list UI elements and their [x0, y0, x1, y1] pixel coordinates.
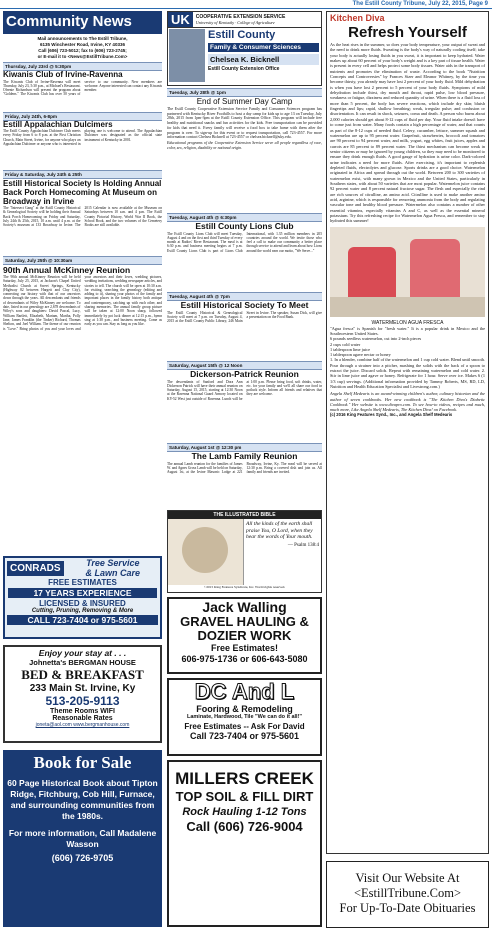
event-date: Saturday, August 15th @ 12 Noon [167, 361, 322, 370]
bible-illustration [168, 519, 244, 585]
event-date: Thursday, July 23rd @ 5:30pm [3, 62, 162, 71]
mail-instructions [3, 34, 162, 62]
dcl-line2: Laminate, Hardwood, Tile "We can do it all!" [186, 714, 303, 720]
event-title: Estill Appalachian Dulcimers [3, 119, 113, 129]
conrads-line5: LICENSED & INSURED [39, 599, 126, 608]
event-date: Saturday, July 25th @ 10:30am [3, 256, 162, 265]
event-title: Kiwanis Club of Irvine-Ravenna [3, 70, 123, 79]
event-body: The Estill County Appalachian Dulcimer Club meets every Friday from 6 to 8 p.m. at the First Christian Church, Main Street, Irvine, for anyone who plays an Appalachian Dulcimer or anyone who is interested in playing one is welcome to attend. The Appalachian Dulcimer was designated as the official state instrument of Kentucky in 2001. [3, 129, 162, 146]
event-date: Friday, July 24th, 6-8pm [3, 112, 162, 121]
recipe-intro: "Agua fresca" is Spanish for "fresh water." It is a popular drink in Mexico and the Southwestern United States. [330, 325, 485, 336]
kitchen-kicker: Kitchen Diva [330, 13, 385, 23]
dcl-title: DC And L [194, 679, 295, 704]
visit-website-link[interactable]: <EstillTribune.Com> [353, 886, 462, 900]
walling-line2: GRAVEL HAULING & [180, 614, 309, 629]
recipe-steps: 1. In a blender, combine half of the watermelon and 1 cup cold water. Blend until smooth. Pour through a strainer into a pitcher, mashing the solids with the back of a spoon to extract the juice. Discard solids. Repeat with remaining watermelon and cold water. 2. Stir in lime juice and agave or honey. Refrigerate for 1 hour. Serve over ice. Makes 6 (1 1/3 cup) servings. (Additional information provided by Tammy Roberts, MS, RD, LD, Nutrition and Health Education Specialist and Livestrong.com.) [330, 357, 485, 389]
event-title: Estill Historical Society Is Holding Annual Back Porch Homecoming At Museum on Broadway in Irvine [3, 179, 162, 206]
conrads-tree-service-ad [3, 556, 162, 639]
recipe-ingredients: 6 pounds seedless watermelon, cut into 2-inch pieces 2 cups cold water 1 tablespoon lime juice 1 tablespoon agave nectar or honey [330, 336, 422, 358]
bnb-title: BED & BREAKFAST [21, 667, 144, 682]
conrads-line3: FREE ESTIMATES [48, 578, 117, 587]
conrads-line1: Tree Service [86, 558, 140, 568]
summer-camp-section [167, 88, 322, 208]
event-date: Tuesday, August 4th @ 7pm [167, 292, 322, 301]
mail-line-4: or E-mail it to <News@EstillTribune.Com> [37, 54, 128, 59]
walling-gravel-ad [167, 597, 322, 674]
illustrated-bible-box [167, 510, 322, 593]
event-body: The "Intersect Gang" at the Estill County Historical & Genealogical Society will be holding their Annual Back Porch Homecoming on Friday and Saturday, July 24th & 25th, 2015, 10 a.m. until 4 p.m. at the Society's museum at 133 Broadway in Irvine. The 2015 Calendar is now available at the Museum on Saturdays between 10 a.m. and 4 p.m. The Estill County Pictorial History, World War II Book, the School Book, and the two volumes of the Cemetery Books are still available. [3, 206, 162, 228]
event-body: The Estill County Cooperative Extension Service Family and Consumer Sciences program has partnered with Kentucky River Foothills to host a day camp for kids up to age 13 on Tuesday, July 28th, 2015 from 1pm-3pm at the Estill County Extension Office. This program will include free healthy and nutritional snacks and fun activities for the kids. Free transportation can be provided for kids that need it. Every family will receive a food box to take home with them after the program is over. To sign-up for this event or to request transportation, call 723-4557. For more information contact Chelsea Bicknell at 723-4557 or chelsea.bicknell@uky.edu. [167, 107, 322, 140]
visit-line1: Visit Our Website At [355, 871, 460, 885]
agent-name: Chelsea K. Bicknell [208, 54, 319, 65]
kitchen-diva-section [326, 11, 489, 854]
book-body: 60 Page Historical Book about Tipton Ridge, Fitchburg, Cob Hill, Furnace, and surrounding communities from the 1980s. [7, 778, 158, 821]
community-news-section [3, 11, 162, 506]
lamb-reunion-section [167, 443, 322, 508]
visit-line3: For Up-To-Date Obituaries [339, 901, 476, 915]
bnb-phone: 513-205-9113 [45, 694, 120, 708]
book-info: For more information, Call Madalene Wasson [8, 828, 157, 849]
dc-and-l-flooring-ad [167, 678, 322, 756]
event-date: Saturday, August 1st @ 12:30 pm [167, 443, 322, 452]
community-news-title: Community News [3, 11, 162, 34]
millers-line2: TOP SOIL & FILL DIRT [175, 789, 314, 804]
kitchen-copyright: (c) 2016 King Features Synd., Inc., and Angela Shelf Medearis [330, 412, 453, 418]
conrads-line6: Cutting, Pruning, Removing & More [31, 608, 134, 614]
kitchen-body: As the heat rises in the summer, so does your body temperature, your output of sweat and the need to drink more fluids. Sweating is the body's way of naturally cooling itself; take your body is actually losing fluids in you sweat, it is important to keep hydrated. Water makes up about 60 percent of your body's weight and is a key part of tissue health. Water is present in every cell and helps protect some body tissues. Water aids in the transport of nutrients and promotes the elimination of waste. According to the book "Nutrition Concepts and Controversies" by Frances Sizer and Eleanor Whitney, by the time you become thirsty, you already may have lost 2 percent of your body fluid. Mild dehydration is when you have lost 2 percent to 5 percent of your body fluids. Symptoms of mild dehydration include thirst, dry mouth and throat, rapid pulse, low blood pressure, weakness or fatigue, dizziness and reduced quantity of urine. When there is a fluid loss of more than 5 percent, the body has severe reactions, which include dry skin; bluish fingertips and lips; rapid, shallow breathing; weak, irregular pulse; and confusion or disorientation. It can result in shock, seizures, coma and death. A person who burns about 2,000 calories should get about 8-12 cups of fluid per day. Your fluid intake doesn't have to come just from water. Many foods contain a high percentage of water, and that counts as part of the 8-12 cups of needed fluid. Celery, cucumber, lettuce, summer squash and watermelon are up to 95 percent water. Grapefruit, strawberries, broccoli and tomatoes are 90 percent to 94 percent water, and milk, yogurt, egg whites, fruit juices, apples and carrots are 85 percent to 89 percent water. The thirst mechanism can become weak in senior citizens or may be ignored by young children, so they may need to be monitored to ensure they drink enough fluids. A good gauge of hydration is urine color. Dark-colored urine indicates a need for more fluids. After exercising, it's important to replenish depleted fluids, electrolytes and glucose. Sports drinks are a good choice. Watermelon originated in Africa and spread through out the world. Between 200 to 300 varieties of watermelon exist, with many grown in Mexico and the United States, particularly in Southern states, with about 50 varieties that are most popular. Watermelon juice contains 92 percent water and 8 percent natural fructose sugar. The flesh and especially the rind are rich sources of citrulline, an amino acid. Citrulline is used to make another amino acid, arginine, which is responsible for removing ammonia from the body and regulating vascular tone and healthy blood pressure. Watermelon also contains a number of other essential vitamins, especially vitamins A and C, as well as the essential mineral potassium. Try this refreshing recipe for Watermelon Agua Fresca, and remember to stay hydrated this summer! [330, 42, 485, 224]
university-name: University of Kentucky · College of Agriculture [195, 20, 275, 25]
event-body: The annual Lamb reunion for the families of James W. and Agnes Gross Lamb will be held on Saturday, August 1st, at the Irvine Masonic Lodge at 221 Broadway, Irvine, Ky. The meal will be served at 12:30 p.m. Bring a covered dish and join us. All family and friends are invited. [167, 461, 322, 475]
kitchen-title: Refresh Yourself [348, 24, 467, 41]
walling-phone: 606-975-1736 or 606-643-5080 [181, 654, 308, 664]
extension-photo [169, 29, 205, 82]
event-title: 90th Annual McKinney Reunion [3, 265, 131, 275]
event-date: Tuesday, August 4th @ 6:30pm [167, 213, 322, 222]
lions-club-section [167, 213, 322, 291]
bnb-tagline: Enjoy your stay at . . . [38, 648, 127, 658]
walling-estimates: Free Estimates! [210, 643, 279, 653]
millers-name: MILLERS CREEK [175, 769, 314, 788]
dcl-phone: Call 723-7404 or 975-5601 [189, 731, 300, 741]
book-title: Book for Sale [33, 753, 132, 772]
author-bio: Angela Shelf Medearis is an award-winning children's author, culinary historian and the author of seven cookbooks. Her new cookbook is "The Kitchen Diva's Diabetic Cookbook." Her website is www.divapro.com. To see how-to videos, recipes and much, much more, Like Angela Shelf Medearis, The Kitchen Diva! on Facebook. [330, 391, 485, 413]
bible-reference: — Psalm 138:4 [287, 542, 319, 548]
event-title: Estill Historical Society To Meet [180, 300, 309, 310]
mail-line-2: 6135 Winchester Road, Irvine, KY 40336 [40, 42, 125, 47]
conrads-line2: & Lawn Care [85, 568, 141, 578]
event-body: The Kiwanis Club of Irvine-Ravenna will meet Thursday, July 23, 5:30 p.m., at Michael's Restaurant. Ofrenie Richardson will present the program about "Goldens." The Kiwanis Club has over 50 years of service to our community. New members are welcome. Anyone interested can contact any Kiwanis member. [3, 79, 162, 97]
conrads-name: CONRADS [7, 561, 64, 576]
millers-line3: Rock Hauling 1-12 Tons [182, 806, 307, 818]
event-date: Friday & Saturday, July 24th & 25th [3, 170, 162, 179]
department-name: Family & Consumer Sciences [208, 43, 319, 52]
book-phone: (606) 726-9705 [51, 853, 114, 863]
conrads-phone: CALL 723-7404 or 975-5601 [7, 615, 158, 625]
historical-society-section [167, 292, 322, 358]
county-name: Estill County [208, 29, 276, 41]
event-body: The Estill County Historical & Genealogical Society will meet at 7 p.m. on Tuesday, August 4, 2015 at the Estill County Public Library, 246 Main Street in Irvine. The speaker, Susan Dick, will give a presentation on the Food Bank. [167, 310, 322, 324]
event-body: The Estill County Lions Club will meet Tuesday, August 4 and on the first and third Tuesday of every month at Radios' River Restaurant. The meal is at 6:30 p.m. and business meeting begins at 7 p.m. Estill County Lions Club is part of Lions Club International, with 1.35 million members in 205 countries around the world. We invite those who feel a call to make our community a better place through service to attend and learn about how Lions around the world earn our motto, "We Serve..." [167, 231, 322, 253]
bergman-house-ad [3, 645, 162, 743]
event-title: Dickerson-Patrick Reunion [190, 369, 299, 379]
conrads-line4: 17 YEARS EXPERIENCE [8, 588, 157, 598]
event-title: End of Summer Day Camp [196, 97, 293, 106]
walling-line3: DOZIER WORK [197, 628, 292, 643]
mail-line-1: Mail announcements to The Estill Tribune, [37, 36, 128, 41]
event-title: The Lamb Family Reunion [191, 451, 298, 461]
bnb-address: 233 Main St. Irvine, Ky [29, 683, 136, 694]
bible-verse: All the kinds of the earth shall praise You, O Lord, when they hear the words of Your mouth. [246, 521, 313, 540]
walling-name: Jack Walling [202, 599, 287, 615]
mail-line-3: Call (606) 723-5012; fax to (606) 723-2745; [38, 48, 127, 53]
bnb-rooms: Theme Rooms WIFI [50, 708, 115, 715]
event-disclaimer: Educational programs of the Cooperative Extension Service serve all people regardless of race, color, sex, religion, disability or national origin. [167, 140, 322, 150]
event-date: Tuesday, July 28th @ 1pm [167, 88, 322, 97]
uk-logo: UK [168, 12, 193, 27]
bnb-web: joneta@aol.com www.bergmanhouse.com [35, 722, 130, 728]
event-title: Estill County Lions Club [195, 221, 294, 231]
office-name: Estill County Extension Office [208, 66, 280, 72]
millers-phone: Call (606) 726-9004 [186, 819, 303, 834]
extension-name: COOPERATIVE EXTENSION SERVICE [195, 14, 286, 20]
extension-service-header [167, 11, 322, 86]
bnb-rates: Reasonable Rates [52, 715, 113, 722]
event-body: The descendants of Sanford and Dora Ann Dickerson Patrick will have their annual reunion on Saturday, August 15, 2015, starting at 12:30 Noon at the Ravenna National Guard Armory located on KY-52 West just outside of Ravenna. Lunch will be at 1:00 p.m. Please bring food, soft drinks, water, etc. for your family and we'll all share our food in potluck style. Inform all friends and relatives that they are welcome. [167, 379, 322, 401]
book-for-sale-ad [3, 750, 162, 927]
watermelon-photo [330, 227, 485, 317]
bible-header: THE ILLUSTRATED BIBLE [168, 511, 321, 519]
bible-credit: ©2015 King Features Syndicate, Inc. World rights reserved. [203, 585, 286, 589]
dickerson-reunion-section [167, 361, 322, 440]
dcl-line3: Free Estimates -- Ask For David [184, 722, 305, 731]
dcl-line1: Fooring & Remodeling [196, 704, 293, 714]
millers-creek-ad [167, 760, 322, 927]
visit-website-box [326, 861, 489, 928]
page-masthead: The Estill County Tribune, July 22, 2015, Page 9 [0, 0, 492, 9]
event-body: The 90th annual McKinney Reunion will be held Saturday, July 25, 2015, at Jackson's Chapel United Methodist Church at Sweet Springs, Kentucky (Highway 82 between Hargett and Clay City), connecting our history with that of our ancestors down through the years. All descendants and friends of descendants of Wiley McKinney are welcome. To date, listed in our genealogy are 2,678 descendants of Wiley's sons and daughters: David Pascal, Lucy, William Bartlett, Elizabeth, Mariam, Martha, Polly Jane, James Franklin (the Tinker) Richard, Thomas Shelton, and Joel William. The theme of our reunion is "Love." Bring photos of you and your loves and your ancestors and their loves, wedding pictures, wedding invitations, wedding newspaper articles, and stories to tell. The church will be open at 10:30 a.m. for visiting, searching the genealogy (editing and adding to it), sharing your photos of the family and important places in the family history both antique and contemporary, catching up with each other, and sharing memories. The annual family group picture will be taken at 12:00 Noon sharp, followed immediately by pot luck dinner at 12:15 p.m., hymn sing at 1:30 p.m., and business meeting. Come as early as you can. Stay as long as you like. [3, 275, 162, 331]
bnb-owner: Johnetta's BERGMAN HOUSE [29, 658, 136, 667]
recipe-title: WATERMELON AGUA FRESCA [371, 319, 444, 326]
